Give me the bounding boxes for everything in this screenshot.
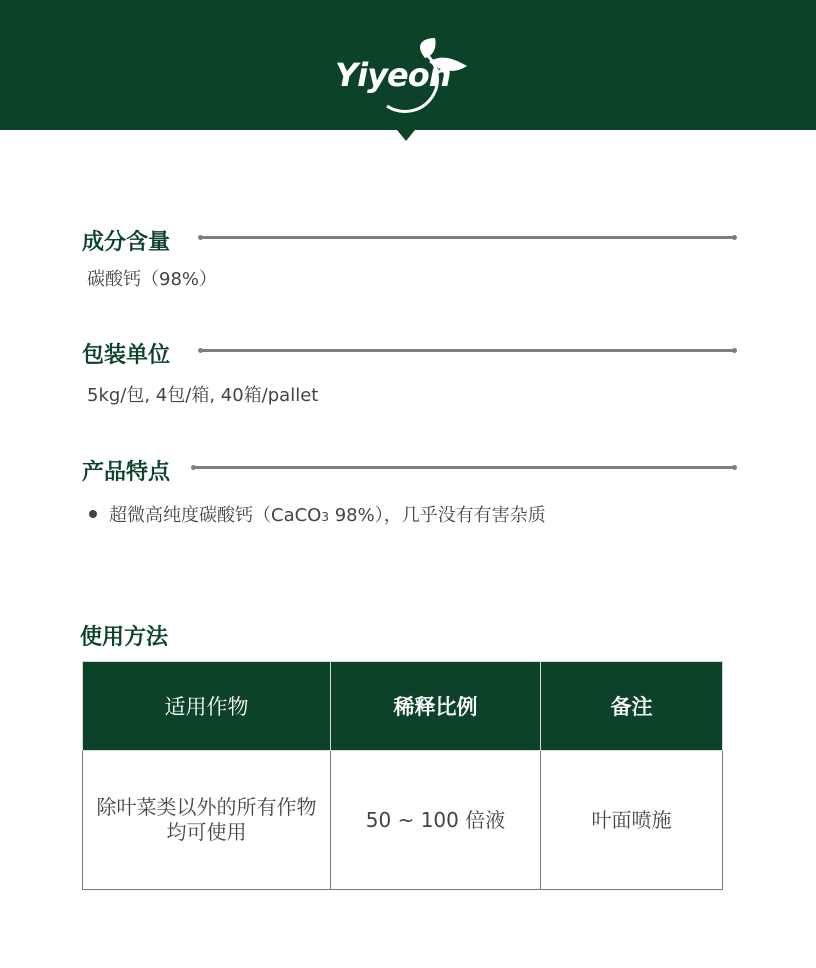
cell-ratio: 50 ~ 100 倍液 [331,751,541,890]
crop-line-2: 均可使用 [166,820,247,844]
usage-title: 使用方法 [80,625,169,650]
header-crop: 适用作物 [83,662,331,751]
section-divider-features [193,466,735,469]
crop-line-1: 除叶菜类以外的所有作物 [96,795,317,819]
section-body-features [89,501,546,527]
section-divider-packaging [200,349,735,352]
section-title-features: 产品特点 [82,460,171,485]
feature-subscript: 3 [321,510,329,524]
usage-table [82,661,723,890]
logo-text: Yiyeon [335,56,451,94]
header-notch [397,130,415,141]
section-title-packaging: 包装单位 [82,343,171,368]
cell-note: 叶面喷施 [541,751,723,890]
header-banner [0,0,816,130]
section-divider-ingredients [200,236,735,239]
feature-text-end: 98%），几乎没有有害杂质 [328,505,546,526]
usage-header-row [83,662,723,751]
section-body-ingredients: 碳酸钙（98%） [87,269,218,290]
header-dilution: 稀释比例 [331,662,541,751]
header-note: 备注 [541,662,723,751]
brand-logo [325,28,475,118]
table-row [83,751,723,890]
section-body-packaging: 5kg/包, 4包/箱, 40箱/pallet [87,385,319,406]
bullet-dot-icon [89,510,97,518]
cell-crop [83,751,331,890]
section-title-ingredients: 成分含量 [82,230,171,255]
feature-text-start: 超微高纯度碳酸钙（CaCO [109,505,322,526]
